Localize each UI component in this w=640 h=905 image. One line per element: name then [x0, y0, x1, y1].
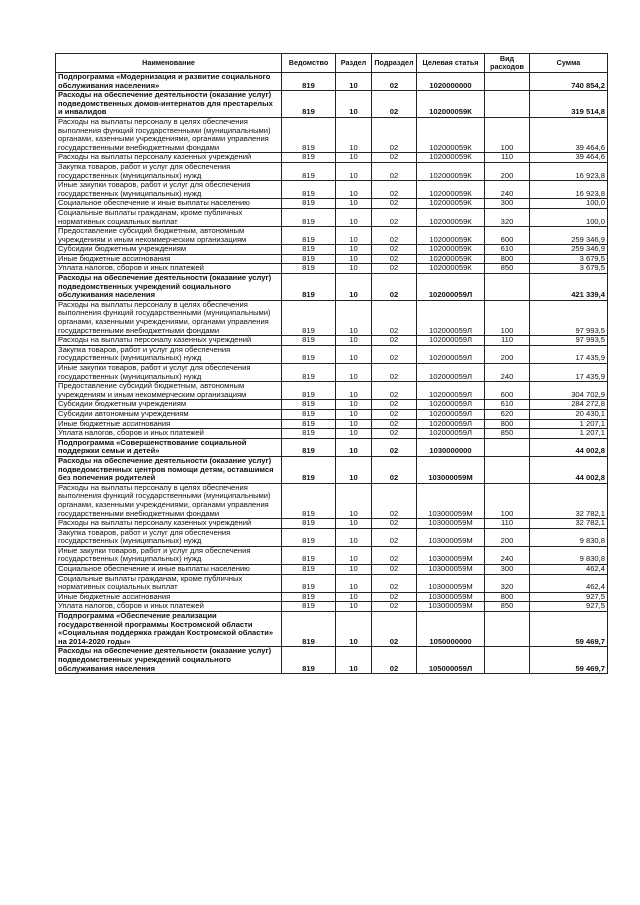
- table-row: [56, 483, 608, 518]
- header-target-article: Целевая статья: [417, 54, 485, 73]
- budget-table: [55, 53, 608, 674]
- row-target-article-cell: 102000059К: [417, 199, 485, 209]
- row-section-cell: 10: [336, 382, 372, 400]
- row-department-cell: 819: [282, 574, 336, 592]
- row-name-cell: Предоставление субсидий бюджетным, автономным учреждениям и иным некоммерческим организациям: [56, 227, 282, 245]
- row-subsection-cell: 02: [372, 153, 417, 163]
- row-department-cell: 819: [282, 602, 336, 612]
- table-row: [56, 519, 608, 529]
- table-row: [56, 227, 608, 245]
- row-subsection-cell: 02: [372, 274, 417, 301]
- row-subsection-cell: 02: [372, 181, 417, 199]
- row-target-article-cell: 102000059Л: [417, 274, 485, 301]
- row-sum-cell: 100,0: [530, 199, 608, 209]
- row-section-cell: 10: [336, 602, 372, 612]
- row-target-article-cell: 103000059М: [417, 456, 485, 483]
- row-section-cell: 10: [336, 429, 372, 439]
- row-section-cell: 10: [336, 208, 372, 226]
- table-row: [56, 245, 608, 255]
- row-department-cell: 819: [282, 419, 336, 429]
- row-section-cell: 10: [336, 91, 372, 118]
- row-name-cell: Расходы на выплаты персоналу казенных учреждений: [56, 519, 282, 529]
- row-name-cell: Иные закупки товаров, работ и услуг для обеспечения государственных (муниципальных) нужд: [56, 181, 282, 199]
- row-expense-type-cell: 100: [485, 117, 530, 152]
- row-name-cell: Предоставление субсидий бюджетным, автономным учреждениям и иным некоммерческим организациям: [56, 382, 282, 400]
- row-expense-type-cell: 200: [485, 162, 530, 180]
- row-department-cell: 819: [282, 400, 336, 410]
- row-section-cell: 10: [336, 274, 372, 301]
- row-subsection-cell: 02: [372, 245, 417, 255]
- row-target-article-cell: 103000059М: [417, 483, 485, 518]
- row-section-cell: 10: [336, 73, 372, 91]
- row-target-article-cell: 102000059К: [417, 264, 485, 274]
- row-target-article-cell: 102000059Л: [417, 300, 485, 335]
- row-sum-cell: 927,5: [530, 592, 608, 602]
- row-target-article-cell: 102000059Л: [417, 382, 485, 400]
- row-target-article-cell: 103000059М: [417, 574, 485, 592]
- row-sum-cell: 319 514,8: [530, 91, 608, 118]
- row-target-article-cell: 1030000000: [417, 438, 485, 456]
- row-name-cell: Иные закупки товаров, работ и услуг для обеспечения государственных (муниципальных) нужд: [56, 546, 282, 564]
- row-department-cell: 819: [282, 647, 336, 674]
- row-department-cell: 819: [282, 528, 336, 546]
- row-target-article-cell: 103000059М: [417, 565, 485, 575]
- row-sum-cell: 462,4: [530, 565, 608, 575]
- table-body: [56, 73, 608, 674]
- row-sum-cell: 3 679,5: [530, 264, 608, 274]
- row-target-article-cell: 102000059К: [417, 245, 485, 255]
- table-row: [56, 274, 608, 301]
- row-department-cell: 819: [282, 199, 336, 209]
- row-name-cell: Иные бюджетные ассигнования: [56, 592, 282, 602]
- document-page: [55, 53, 607, 674]
- row-expense-type-cell: 320: [485, 208, 530, 226]
- row-target-article-cell: 105000059Л: [417, 647, 485, 674]
- row-subsection-cell: 02: [372, 602, 417, 612]
- row-expense-type-cell: 100: [485, 300, 530, 335]
- row-name-cell: Субсидии бюджетным учреждениям: [56, 400, 282, 410]
- row-subsection-cell: 02: [372, 592, 417, 602]
- row-name-cell: Иные бюджетные ассигнования: [56, 419, 282, 429]
- row-expense-type-cell: 240: [485, 364, 530, 382]
- row-name-cell: Расходы на обеспечение деятельности (оказание услуг) подведомственных учреждений социального обслуживания населения: [56, 274, 282, 301]
- row-name-cell: Подпрограмма «Совершенствование социальной поддержки семьи и детей»: [56, 438, 282, 456]
- table-row: [56, 73, 608, 91]
- row-sum-cell: 9 830,8: [530, 528, 608, 546]
- row-section-cell: 10: [336, 456, 372, 483]
- table-row: [56, 574, 608, 592]
- row-department-cell: 819: [282, 456, 336, 483]
- row-sum-cell: 284 272,8: [530, 400, 608, 410]
- row-department-cell: 819: [282, 91, 336, 118]
- row-department-cell: 819: [282, 438, 336, 456]
- row-expense-type-cell: 240: [485, 181, 530, 199]
- table-row: [56, 612, 608, 647]
- row-expense-type-cell: [485, 73, 530, 91]
- row-subsection-cell: 02: [372, 519, 417, 529]
- row-section-cell: 10: [336, 528, 372, 546]
- header-section: Раздел: [336, 54, 372, 73]
- row-name-cell: Расходы на выплаты персоналу казенных учреждений: [56, 336, 282, 346]
- row-section-cell: 10: [336, 483, 372, 518]
- table-row: [56, 345, 608, 363]
- row-name-cell: Подпрограмма «Обеспечение реализации государственной программы Костромской области «Социальная поддержка граждан Костромской области» на 2014-2020 годы»: [56, 612, 282, 647]
- header-sum: Сумма: [530, 54, 608, 73]
- row-subsection-cell: 02: [372, 73, 417, 91]
- table-row: [56, 409, 608, 419]
- table-row: [56, 364, 608, 382]
- row-target-article-cell: 102000059К: [417, 181, 485, 199]
- row-section-cell: 10: [336, 647, 372, 674]
- row-department-cell: 819: [282, 162, 336, 180]
- row-name-cell: Закупка товаров, работ и услуг для обеспечения государственных (муниципальных) нужд: [56, 528, 282, 546]
- table-row: [56, 382, 608, 400]
- row-sum-cell: 462,4: [530, 574, 608, 592]
- row-target-article-cell: 102000059Л: [417, 429, 485, 439]
- row-target-article-cell: 103000059М: [417, 528, 485, 546]
- row-department-cell: 819: [282, 565, 336, 575]
- row-name-cell: Закупка товаров, работ и услуг для обеспечения государственных (муниципальных) нужд: [56, 345, 282, 363]
- row-sum-cell: 304 702,9: [530, 382, 608, 400]
- row-name-cell: Расходы на выплаты персоналу в целях обеспечения выполнения функций государственными (муниципальными) органами, казенными учреждениями, органами управления государственными внебюджетными фондами: [56, 300, 282, 335]
- row-expense-type-cell: 620: [485, 409, 530, 419]
- row-department-cell: 819: [282, 300, 336, 335]
- row-target-article-cell: 103000059М: [417, 602, 485, 612]
- row-expense-type-cell: 320: [485, 574, 530, 592]
- row-expense-type-cell: 110: [485, 519, 530, 529]
- row-subsection-cell: 02: [372, 409, 417, 419]
- row-subsection-cell: 02: [372, 91, 417, 118]
- row-department-cell: 819: [282, 592, 336, 602]
- row-subsection-cell: 02: [372, 254, 417, 264]
- row-expense-type-cell: 100: [485, 483, 530, 518]
- row-name-cell: Социальное обеспечение и иные выплаты населению: [56, 565, 282, 575]
- row-section-cell: 10: [336, 153, 372, 163]
- row-department-cell: 819: [282, 519, 336, 529]
- row-target-article-cell: 1050000000: [417, 612, 485, 647]
- row-sum-cell: 17 435,9: [530, 345, 608, 363]
- row-subsection-cell: 02: [372, 364, 417, 382]
- row-sum-cell: 3 679,5: [530, 254, 608, 264]
- row-section-cell: 10: [336, 364, 372, 382]
- row-expense-type-cell: 850: [485, 602, 530, 612]
- row-target-article-cell: 102000059К: [417, 227, 485, 245]
- row-section-cell: 10: [336, 264, 372, 274]
- row-subsection-cell: 02: [372, 162, 417, 180]
- row-subsection-cell: 02: [372, 208, 417, 226]
- row-sum-cell: 97 993,5: [530, 300, 608, 335]
- row-section-cell: 10: [336, 400, 372, 410]
- row-sum-cell: 259 346,9: [530, 227, 608, 245]
- row-department-cell: 819: [282, 245, 336, 255]
- table-header-row: [56, 54, 608, 73]
- row-section-cell: 10: [336, 592, 372, 602]
- row-expense-type-cell: 800: [485, 592, 530, 602]
- row-expense-type-cell: 200: [485, 345, 530, 363]
- row-section-cell: 10: [336, 419, 372, 429]
- row-expense-type-cell: 110: [485, 336, 530, 346]
- row-subsection-cell: 02: [372, 528, 417, 546]
- row-sum-cell: 39 464,6: [530, 117, 608, 152]
- row-section-cell: 10: [336, 409, 372, 419]
- row-name-cell: Расходы на обеспечение деятельности (оказание услуг) подведомственных домов-интернатов для престарелых и инвалидов: [56, 91, 282, 118]
- table-row: [56, 456, 608, 483]
- row-sum-cell: 927,5: [530, 602, 608, 612]
- row-name-cell: Иные закупки товаров, работ и услуг для обеспечения государственных (муниципальных) нужд: [56, 364, 282, 382]
- row-name-cell: Расходы на выплаты персоналу казенных учреждений: [56, 153, 282, 163]
- row-subsection-cell: 02: [372, 227, 417, 245]
- row-subsection-cell: 02: [372, 400, 417, 410]
- row-section-cell: 10: [336, 438, 372, 456]
- row-subsection-cell: 02: [372, 264, 417, 274]
- row-name-cell: Уплата налогов, сборов и иных платежей: [56, 429, 282, 439]
- row-target-article-cell: 103000059М: [417, 592, 485, 602]
- row-department-cell: 819: [282, 274, 336, 301]
- row-name-cell: Расходы на обеспечение деятельности (оказание услуг) подведомственных учреждений социального обслуживания населения: [56, 647, 282, 674]
- row-subsection-cell: 02: [372, 117, 417, 152]
- table-row: [56, 199, 608, 209]
- row-subsection-cell: 02: [372, 438, 417, 456]
- row-target-article-cell: 102000059Л: [417, 364, 485, 382]
- row-name-cell: Закупка товаров, работ и услуг для обеспечения государственных (муниципальных) нужд: [56, 162, 282, 180]
- table-row: [56, 91, 608, 118]
- row-subsection-cell: 02: [372, 546, 417, 564]
- table-row: [56, 528, 608, 546]
- row-sum-cell: 9 830,8: [530, 546, 608, 564]
- row-target-article-cell: 102000059К: [417, 208, 485, 226]
- row-subsection-cell: 02: [372, 574, 417, 592]
- row-subsection-cell: 02: [372, 300, 417, 335]
- row-section-cell: 10: [336, 546, 372, 564]
- row-expense-type-cell: [485, 612, 530, 647]
- row-expense-type-cell: 600: [485, 227, 530, 245]
- row-expense-type-cell: 800: [485, 419, 530, 429]
- row-subsection-cell: 02: [372, 565, 417, 575]
- row-expense-type-cell: [485, 456, 530, 483]
- row-subsection-cell: 02: [372, 456, 417, 483]
- row-expense-type-cell: [485, 438, 530, 456]
- row-name-cell: Подпрограмма «Модернизация и развитие социального обслуживания населения»: [56, 73, 282, 91]
- row-expense-type-cell: 850: [485, 264, 530, 274]
- row-sum-cell: 59 469,7: [530, 612, 608, 647]
- row-name-cell: Субсидии бюджетным учреждениям: [56, 245, 282, 255]
- row-target-article-cell: 102000059Л: [417, 345, 485, 363]
- row-subsection-cell: 02: [372, 419, 417, 429]
- row-section-cell: 10: [336, 519, 372, 529]
- row-department-cell: 819: [282, 483, 336, 518]
- row-subsection-cell: 02: [372, 382, 417, 400]
- row-section-cell: 10: [336, 254, 372, 264]
- table-row: [56, 208, 608, 226]
- row-sum-cell: 20 430,1: [530, 409, 608, 419]
- row-section-cell: 10: [336, 300, 372, 335]
- row-subsection-cell: 02: [372, 429, 417, 439]
- row-target-article-cell: 102000059Л: [417, 400, 485, 410]
- row-name-cell: Социальные выплаты гражданам, кроме публичных нормативных социальных выплат: [56, 208, 282, 226]
- row-section-cell: 10: [336, 227, 372, 245]
- row-expense-type-cell: [485, 91, 530, 118]
- header-expense-type: Вид расходов: [485, 54, 530, 73]
- row-section-cell: 10: [336, 162, 372, 180]
- row-department-cell: 819: [282, 364, 336, 382]
- table-row: [56, 162, 608, 180]
- row-target-article-cell: 102000059Л: [417, 336, 485, 346]
- row-expense-type-cell: 300: [485, 565, 530, 575]
- row-expense-type-cell: 110: [485, 153, 530, 163]
- row-sum-cell: 740 854,2: [530, 73, 608, 91]
- table-row: [56, 438, 608, 456]
- row-target-article-cell: 103000059М: [417, 546, 485, 564]
- row-department-cell: 819: [282, 153, 336, 163]
- row-expense-type-cell: 610: [485, 400, 530, 410]
- row-subsection-cell: 02: [372, 483, 417, 518]
- row-name-cell: Уплата налогов, сборов и иных платежей: [56, 264, 282, 274]
- row-department-cell: 819: [282, 336, 336, 346]
- row-department-cell: 819: [282, 546, 336, 564]
- row-department-cell: 819: [282, 429, 336, 439]
- row-section-cell: 10: [336, 612, 372, 647]
- table-row: [56, 546, 608, 564]
- table-row: [56, 336, 608, 346]
- row-sum-cell: 17 435,9: [530, 364, 608, 382]
- row-name-cell: Расходы на выплаты персоналу в целях обеспечения выполнения функций государственными (муниципальными) органами, казенными учреждениями, органами управления государственными внебюджетными фондами: [56, 117, 282, 152]
- row-department-cell: 819: [282, 73, 336, 91]
- row-expense-type-cell: 300: [485, 199, 530, 209]
- row-department-cell: 819: [282, 117, 336, 152]
- row-sum-cell: 32 782,1: [530, 483, 608, 518]
- row-sum-cell: 259 346,9: [530, 245, 608, 255]
- row-section-cell: 10: [336, 117, 372, 152]
- table-row: [56, 429, 608, 439]
- row-sum-cell: 1 207,1: [530, 419, 608, 429]
- row-expense-type-cell: [485, 274, 530, 301]
- table-row: [56, 153, 608, 163]
- row-section-cell: 10: [336, 345, 372, 363]
- row-expense-type-cell: 240: [485, 546, 530, 564]
- header-department: Ведомство: [282, 54, 336, 73]
- row-department-cell: 819: [282, 254, 336, 264]
- row-department-cell: 819: [282, 227, 336, 245]
- row-name-cell: Расходы на обеспечение деятельности (оказание услуг) подведомственных центров помощи детям, оставшимся без попечения родителей: [56, 456, 282, 483]
- table-row: [56, 181, 608, 199]
- row-expense-type-cell: [485, 647, 530, 674]
- row-target-article-cell: 102000059К: [417, 254, 485, 264]
- row-target-article-cell: 103000059М: [417, 519, 485, 529]
- row-sum-cell: 59 469,7: [530, 647, 608, 674]
- row-sum-cell: 44 002,8: [530, 456, 608, 483]
- row-subsection-cell: 02: [372, 612, 417, 647]
- row-target-article-cell: 1020000000: [417, 73, 485, 91]
- table-row: [56, 647, 608, 674]
- row-department-cell: 819: [282, 181, 336, 199]
- table-row: [56, 300, 608, 335]
- row-sum-cell: 44 002,8: [530, 438, 608, 456]
- row-target-article-cell: 102000059Л: [417, 409, 485, 419]
- row-name-cell: Социальные выплаты гражданам, кроме публичных нормативных социальных выплат: [56, 574, 282, 592]
- row-name-cell: Социальное обеспечение и иные выплаты населению: [56, 199, 282, 209]
- row-section-cell: 10: [336, 181, 372, 199]
- row-section-cell: 10: [336, 336, 372, 346]
- row-subsection-cell: 02: [372, 336, 417, 346]
- row-department-cell: 819: [282, 264, 336, 274]
- row-target-article-cell: 102000059К: [417, 117, 485, 152]
- table-row: [56, 565, 608, 575]
- row-section-cell: 10: [336, 245, 372, 255]
- row-department-cell: 819: [282, 208, 336, 226]
- table-row: [56, 117, 608, 152]
- row-section-cell: 10: [336, 574, 372, 592]
- row-section-cell: 10: [336, 565, 372, 575]
- row-target-article-cell: 102000059К: [417, 153, 485, 163]
- row-expense-type-cell: 610: [485, 245, 530, 255]
- row-department-cell: 819: [282, 382, 336, 400]
- row-subsection-cell: 02: [372, 647, 417, 674]
- row-expense-type-cell: 800: [485, 254, 530, 264]
- row-expense-type-cell: 200: [485, 528, 530, 546]
- row-department-cell: 819: [282, 409, 336, 419]
- row-sum-cell: 32 782,1: [530, 519, 608, 529]
- header-subsection: Подраздел: [372, 54, 417, 73]
- row-sum-cell: 97 993,5: [530, 336, 608, 346]
- row-section-cell: 10: [336, 199, 372, 209]
- row-name-cell: Субсидии автономным учреждениям: [56, 409, 282, 419]
- row-target-article-cell: 102000059Л: [417, 419, 485, 429]
- row-target-article-cell: 102000059К: [417, 91, 485, 118]
- row-department-cell: 819: [282, 345, 336, 363]
- row-target-article-cell: 102000059К: [417, 162, 485, 180]
- row-department-cell: 819: [282, 612, 336, 647]
- row-name-cell: Расходы на выплаты персоналу в целях обеспечения выполнения функций государственными (муниципальными) органами, казенными учреждениями, органами управления государственными внебюджетными фондами: [56, 483, 282, 518]
- row-sum-cell: 421 339,4: [530, 274, 608, 301]
- row-subsection-cell: 02: [372, 345, 417, 363]
- row-expense-type-cell: 600: [485, 382, 530, 400]
- row-expense-type-cell: 850: [485, 429, 530, 439]
- row-name-cell: Уплата налогов, сборов и иных платежей: [56, 602, 282, 612]
- row-sum-cell: 16 923,8: [530, 181, 608, 199]
- row-sum-cell: 1 207,1: [530, 429, 608, 439]
- header-name: Наименование: [56, 54, 282, 73]
- row-name-cell: Иные бюджетные ассигнования: [56, 254, 282, 264]
- row-subsection-cell: 02: [372, 199, 417, 209]
- row-sum-cell: 100,0: [530, 208, 608, 226]
- row-sum-cell: 39 464,6: [530, 153, 608, 163]
- row-sum-cell: 16 923,8: [530, 162, 608, 180]
